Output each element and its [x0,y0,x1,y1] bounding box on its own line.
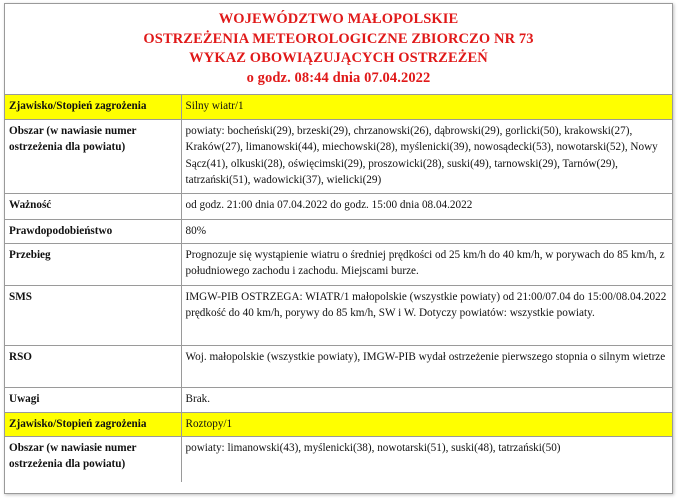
row-value: Roztopy/1 [181,412,672,436]
row-label: Ważność [5,193,181,219]
table-row [5,219,672,243]
row-value: powiaty: bocheński(29), brzeski(29), chrzanowski(26), dąbrowski(29), gorlicki(50), krakowski(27), Kraków(27), limanowski(44), miechowski(28), myślenicki(39), nowosądecki(53), nowotarski(52), Nowy Sącz(41), olkuski(28), oświęcimski(29), proszowicki(28), suski(49), tarnowski(29), Tarnów(29), tatrzański(51), wadowicki(37), wielicki(29) [181,119,672,193]
table-row [5,119,672,193]
row-label: Obszar (w nawiasie numer ostrzeżenia dla powiatu) [5,436,181,482]
table-row [5,387,672,412]
row-label: Przebieg [5,243,181,285]
document-header [5,4,672,95]
table-row [5,285,672,345]
row-value: IMGW-PIB OSTRZEGA: WIATR/1 małopolskie (wszystkie powiaty) od 21:00/07.04 do 15:00/08.04.2022 prędkość do 40 km/h, porywy do 85 km/h, SW i W. Dotyczy powiatów: wszystkie powiaty. [181,285,672,345]
table-row [5,345,672,387]
table-row [5,193,672,219]
table-row [5,412,672,436]
header-region: WOJEWÓDZTWO MAŁOPOLSKIE [218,11,459,27]
warnings-table [5,95,672,482]
header-timestamp: o godz. 08:44 dnia 07.04.2022 [246,69,431,86]
table-row [5,95,672,119]
row-label: Uwagi [5,387,181,412]
row-value: 80% [181,219,672,243]
header-list-title: WYKAZ OBOWIĄZUJĄCYCH OSTRZEŻEŃ [189,50,488,66]
row-value: Brak. [181,387,672,412]
row-value: Silny wiatr/1 [181,95,672,119]
table-row [5,243,672,285]
row-label: Zjawisko/Stopień zagrożenia [5,95,181,119]
warning-document [4,3,673,494]
row-value: od godz. 21:00 dnia 07.04.2022 do godz. 15:00 dnia 08.04.2022 [181,193,672,219]
row-label: SMS [5,285,181,345]
row-value: Woj. małopolskie (wszystkie powiaty), IMGW-PIB wydał ostrzeżenie pierwszego stopnia o silnym wietrze [181,345,672,387]
row-label: Zjawisko/Stopień zagrożenia [5,412,181,436]
table-row [5,436,672,482]
row-value: powiaty: limanowski(43), myślenicki(38), nowotarski(51), suski(48), tatrzański(50) [181,436,672,482]
row-label: RSO [5,345,181,387]
header-bulletin-number: OSTRZEŻENIA METEOROLOGICZNE ZBIORCZO NR 73 [143,30,534,47]
row-label: Prawdopodobieństwo [5,219,181,243]
row-label: Obszar (w nawiasie numer ostrzeżenia dla powiatu) [5,119,181,193]
row-value: Prognozuje się wystąpienie wiatru o średniej prędkości od 25 km/h do 40 km/h, w porywach do 85 km/h, z południowego zachodu i zachodu. Miejscami burze. [181,243,672,285]
